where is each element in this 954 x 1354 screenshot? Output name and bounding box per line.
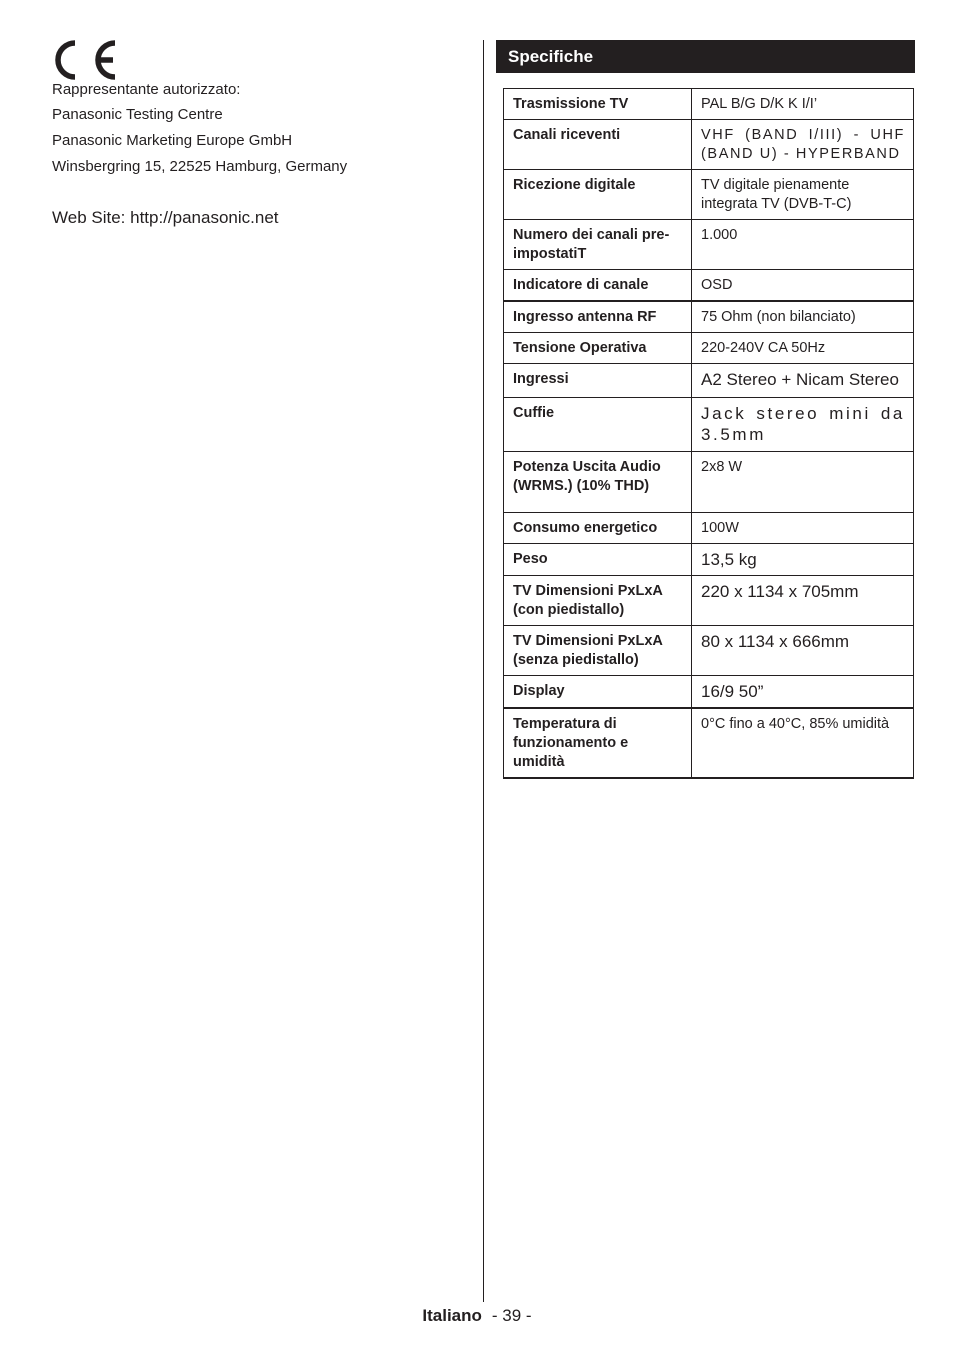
spec-value: 220-240V CA 50Hz — [692, 333, 914, 364]
table-row — [504, 364, 914, 398]
spec-value: Jack stereo mini da 3.5mm — [692, 398, 914, 452]
spec-value: 16/9 50” — [692, 676, 914, 709]
page-footer — [0, 1306, 954, 1326]
spec-value: PAL B/G D/K K I/I’ — [692, 89, 914, 120]
ce-logo-icon — [51, 38, 119, 82]
table-row — [504, 120, 914, 170]
table-row — [504, 89, 914, 120]
spec-label: Cuffie — [504, 398, 692, 452]
spec-label: TV Dimensioni PxLxA (senza piedistallo) — [504, 626, 692, 676]
spec-value: OSD — [692, 270, 914, 302]
spec-value: A2 Stereo + Nicam Stereo — [692, 364, 914, 398]
page-number: - 39 - — [491, 1306, 532, 1325]
column-divider — [483, 40, 484, 1302]
spec-label: Canali riceventi — [504, 120, 692, 170]
table-row — [504, 626, 914, 676]
table-row — [504, 544, 914, 576]
spec-value: 0°C fino a 40°C, 85% umidità — [692, 708, 914, 778]
address-line: Panasonic Testing Centre — [52, 106, 223, 123]
spec-value: VHF (BAND I/III) - UHF (BAND U) - HYPERBAND — [692, 120, 914, 170]
website-text: Web Site: http://panasonic.net — [52, 208, 279, 227]
spec-label: Ingressi — [504, 364, 692, 398]
spec-label: Peso — [504, 544, 692, 576]
table-row — [504, 301, 914, 333]
spec-label: Display — [504, 676, 692, 709]
spec-label: Temperatura di funzionamento e umidità — [504, 708, 692, 778]
authorized-representative-label: Rappresentante autorizzato: — [52, 81, 241, 98]
table-row — [504, 270, 914, 302]
table-row — [504, 220, 914, 270]
table-row — [504, 576, 914, 626]
specifications-table — [503, 88, 914, 779]
table-row — [504, 333, 914, 364]
spec-value: 13,5 kg — [692, 544, 914, 576]
table-row — [504, 676, 914, 709]
address-line: Panasonic Marketing Europe GmbH — [52, 132, 293, 149]
table-row — [504, 452, 914, 513]
spec-value: TV digitale pienamente integrata TV (DVB-T-C) — [692, 170, 914, 220]
table-row — [504, 398, 914, 452]
table-row — [504, 513, 914, 544]
spec-label: TV Dimensioni PxLxA (con piedistallo) — [504, 576, 692, 626]
spec-value: 2x8 W — [692, 452, 914, 513]
spec-value: 1.000 — [692, 220, 914, 270]
spec-label: Numero dei canali pre-impostatiT — [504, 220, 692, 270]
spec-label: Ingresso antenna RF — [504, 301, 692, 333]
spec-label: Potenza Uscita Audio (WRMS.) (10% THD) — [504, 452, 692, 513]
spec-label: Ricezione digitale — [504, 170, 692, 220]
section-title: Specifiche — [496, 40, 915, 73]
address-line: Winsbergring 15, 22525 Hamburg, Germany — [52, 158, 348, 175]
spec-label: Consumo energetico — [504, 513, 692, 544]
spec-value: 220 x 1134 x 705mm — [692, 576, 914, 626]
table-row — [504, 170, 914, 220]
spec-label: Tensione Operativa — [504, 333, 692, 364]
footer-language: Italiano — [422, 1306, 482, 1325]
spec-label: Trasmissione TV — [504, 89, 692, 120]
spec-label: Indicatore di canale — [504, 270, 692, 302]
spec-value: 80 x 1134 x 666mm — [692, 626, 914, 676]
spec-value: 75 Ohm (non bilanciato) — [692, 301, 914, 333]
table-row — [504, 708, 914, 778]
spec-value: 100W — [692, 513, 914, 544]
